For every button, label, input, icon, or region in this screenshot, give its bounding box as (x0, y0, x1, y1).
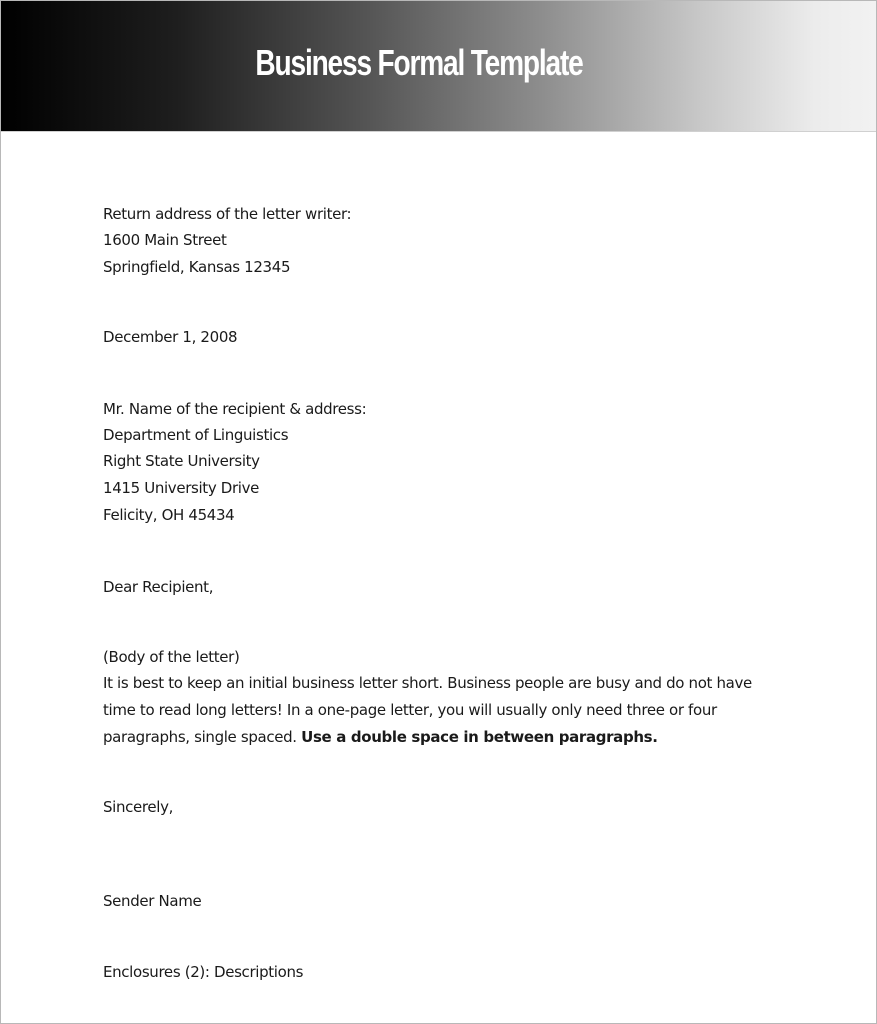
header-banner (1, 1, 876, 132)
recipient-label: Mr. Name of the recipient & address: (103, 400, 367, 418)
closing: Sincerely, (103, 798, 174, 816)
return-address-label: Return address of the letter writer: (103, 205, 352, 223)
salutation: Dear Recipient, (103, 578, 214, 596)
recipient-city: Felicity, OH 45434 (103, 506, 235, 524)
body-line-2: time to read long letters! In a one-page letter, you will usually only need three or four (103, 701, 717, 719)
enclosures: Enclosures (2): Descriptions (103, 963, 304, 981)
body-label: (Body of the letter) (103, 648, 240, 666)
return-address-city: Springfield, Kansas 12345 (103, 258, 291, 276)
page-title: Business Formal Template (255, 42, 583, 83)
return-address-street: 1600 Main Street (103, 231, 227, 249)
sender-name: Sender Name (103, 892, 202, 910)
recipient-street: 1415 University Drive (103, 479, 260, 497)
recipient-department: Department of Linguistics (103, 426, 289, 444)
letter-date: December 1, 2008 (103, 328, 238, 346)
body-line-3-emphasis: Use a double space in between paragraphs. (301, 728, 658, 746)
body-line-3-text: paragraphs, single spaced. (103, 728, 302, 746)
recipient-institution: Right State University (103, 452, 260, 470)
body-line-1: It is best to keep an initial business letter short. Business people are busy and do not have (103, 674, 752, 692)
body-line-3 (103, 724, 658, 750)
